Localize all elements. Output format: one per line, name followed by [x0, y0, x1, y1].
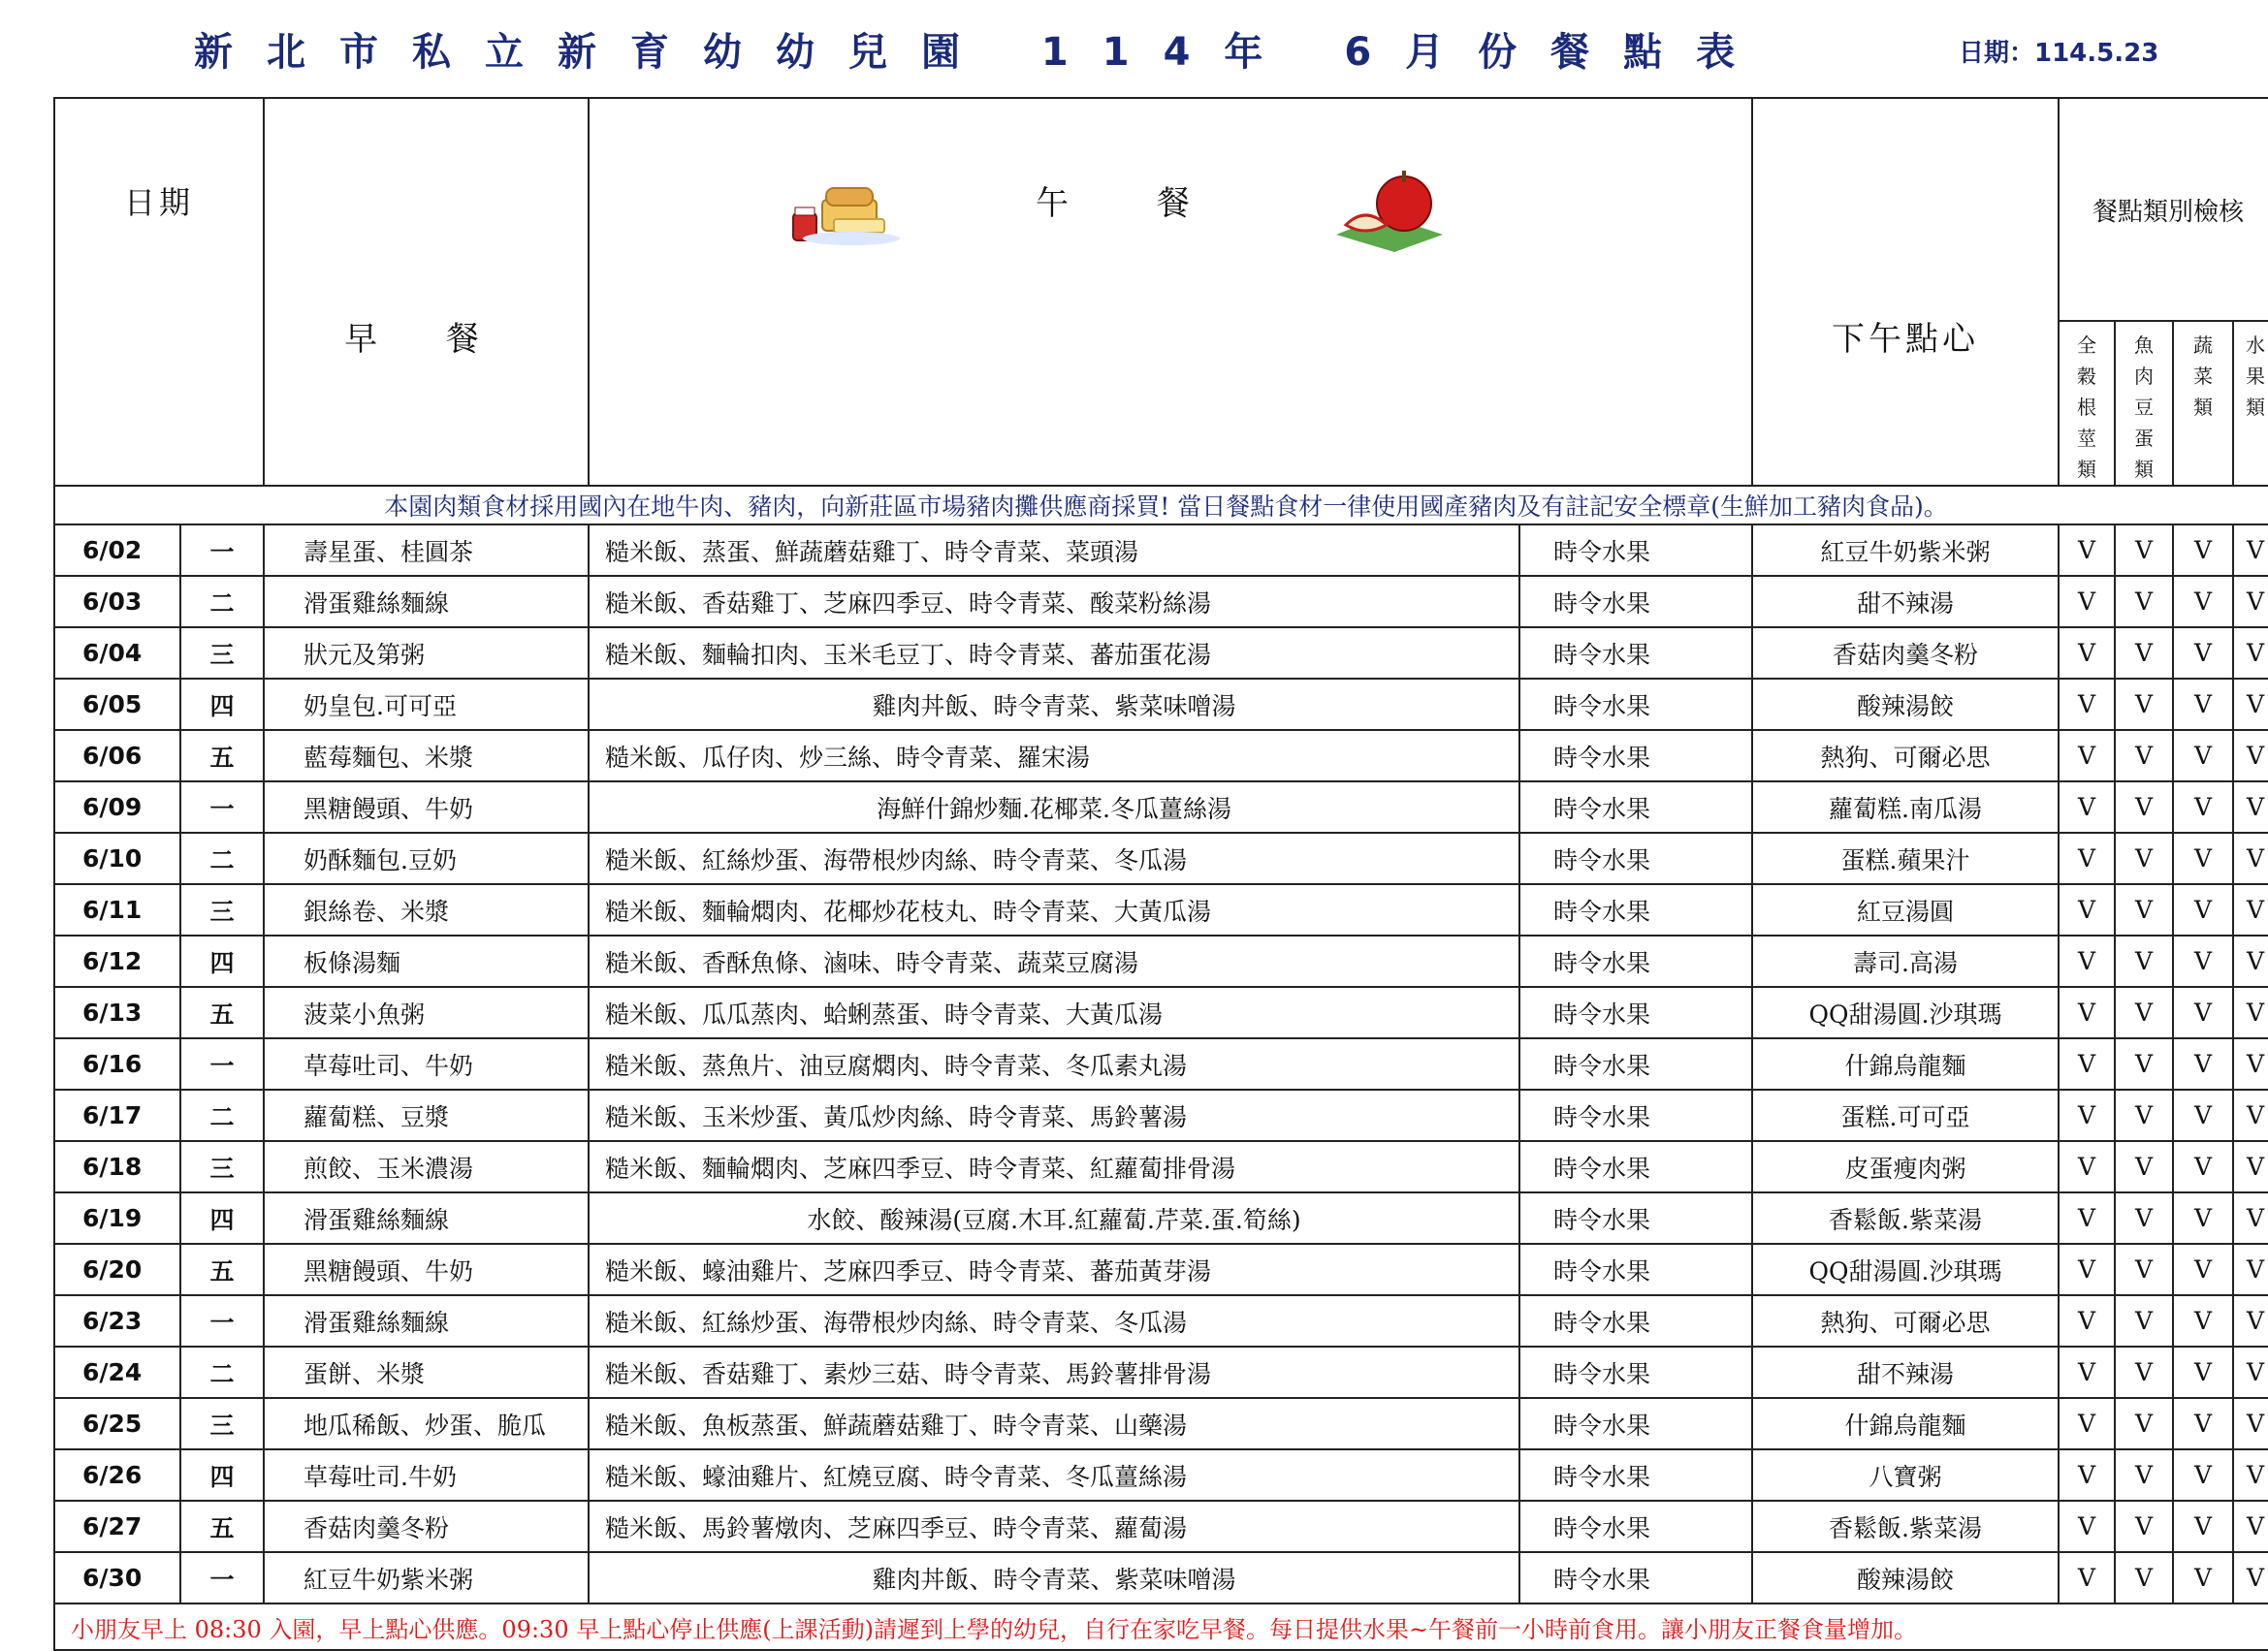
check-grain-mark: V — [2059, 936, 2115, 987]
check-veg-mark: V — [2173, 1192, 2233, 1244]
check-veg-mark: V — [2173, 730, 2233, 781]
check-fruit-mark: V — [2233, 884, 2268, 936]
weekday-cell: 一 — [180, 524, 264, 576]
table-row — [54, 1347, 2268, 1398]
check-grain-mark: V — [2059, 1244, 2115, 1295]
issue-date: 日期：114.5.23 — [1959, 39, 2159, 68]
snack-cell: 紅豆湯圓 — [1752, 884, 2059, 936]
check-grain-mark: V — [2059, 833, 2115, 884]
header-check: 餐點類別檢核 — [2059, 98, 2268, 321]
date-cell: 6/06 — [54, 730, 180, 781]
check-grain-mark: V — [2059, 627, 2115, 679]
date-cell: 6/10 — [54, 833, 180, 884]
check-veg-mark: V — [2173, 1295, 2233, 1347]
notice-row — [54, 486, 2268, 524]
check-fruit-mark: V — [2233, 1347, 2268, 1398]
table-row — [54, 1141, 2268, 1192]
weekday-cell: 四 — [180, 1192, 264, 1244]
weekday-cell: 三 — [180, 1398, 264, 1449]
check-grain-mark: V — [2059, 1398, 2115, 1449]
lunch-cell: 糙米飯、麵輪燜肉、花椰炒花枝丸、時令青菜、大黃瓜湯 — [589, 884, 1519, 936]
check-fruit-mark: V — [2233, 627, 2268, 679]
table-row — [54, 576, 2268, 627]
check-protein-mark: V — [2115, 730, 2173, 781]
breakfast-cell: 狀元及第粥 — [264, 627, 589, 679]
weekday-cell: 一 — [180, 781, 264, 833]
check-grain-mark: V — [2059, 1192, 2115, 1244]
lunch-cell: 糙米飯、馬鈴薯燉肉、芝麻四季豆、時令青菜、蘿蔔湯 — [589, 1501, 1519, 1552]
check-protein-mark: V — [2115, 1295, 2173, 1347]
check-fruit-mark: V — [2233, 730, 2268, 781]
check-grain-mark: V — [2059, 1347, 2115, 1398]
fruit-cell: 時令水果 — [1519, 730, 1752, 781]
check-veg-mark: V — [2173, 884, 2233, 936]
date-cell: 6/25 — [54, 1398, 180, 1449]
lunch-cell: 糙米飯、蠔油雞片、紅燒豆腐、時令青菜、冬瓜薑絲湯 — [589, 1449, 1519, 1501]
header-row — [54, 98, 2268, 321]
date-cell: 6/19 — [54, 1192, 180, 1244]
breakfast-cell: 煎餃、玉米濃湯 — [264, 1141, 589, 1192]
date-cell: 6/13 — [54, 987, 180, 1038]
table-row — [54, 1295, 2268, 1347]
breakfast-cell: 黑糖饅頭、牛奶 — [264, 781, 589, 833]
fruit-cell: 時令水果 — [1519, 679, 1752, 730]
date-cell: 6/09 — [54, 781, 180, 833]
check-veg-mark: V — [2173, 1090, 2233, 1141]
table-row — [54, 524, 2268, 576]
weekday-cell: 五 — [180, 1244, 264, 1295]
check-grain-mark: V — [2059, 1449, 2115, 1501]
check-fruit-mark: V — [2233, 987, 2268, 1038]
fruit-cell: 時令水果 — [1519, 576, 1752, 627]
check-veg-mark: V — [2173, 524, 2233, 576]
table-row — [54, 679, 2268, 730]
check-protein-mark: V — [2115, 524, 2173, 576]
date-cell: 6/30 — [54, 1552, 180, 1603]
check-fruit-mark: V — [2233, 781, 2268, 833]
header-snack: 下午點心 — [1752, 98, 2059, 486]
check-protein-mark: V — [2115, 1398, 2173, 1449]
lunch-cell: 糙米飯、紅絲炒蛋、海帶根炒肉絲、時令青菜、冬瓜湯 — [589, 833, 1519, 884]
breakfast-cell: 紅豆牛奶紫米粥 — [264, 1552, 589, 1603]
breakfast-cell: 壽星蛋、桂圓茶 — [264, 524, 589, 576]
date-cell: 6/18 — [54, 1141, 180, 1192]
weekday-cell: 二 — [180, 833, 264, 884]
check-protein-mark: V — [2115, 1552, 2173, 1603]
breakfast-cell: 滑蛋雞絲麵線 — [264, 576, 589, 627]
table-row — [54, 1038, 2268, 1090]
lunch-cell: 水餃、酸辣湯(豆腐.木耳.紅蘿蔔.芹菜.蛋.筍絲) — [589, 1192, 1519, 1244]
snack-cell: 皮蛋瘦肉粥 — [1752, 1141, 2059, 1192]
check-veg: 蔬 菜 類 — [2173, 321, 2233, 486]
check-protein-mark: V — [2115, 1090, 2173, 1141]
date-cell: 6/04 — [54, 627, 180, 679]
check-fruit-mark: V — [2233, 1501, 2268, 1552]
check-fruit-mark: V — [2233, 936, 2268, 987]
header-breakfast: 早 餐 — [264, 98, 589, 486]
date-cell: 6/17 — [54, 1090, 180, 1141]
check-fruit-mark: V — [2233, 524, 2268, 576]
check-protein-mark: V — [2115, 1141, 2173, 1192]
bread-jam-illustration — [783, 176, 910, 254]
fruit-cell: 時令水果 — [1519, 833, 1752, 884]
lunch-cell: 雞肉丼飯、時令青菜、紫菜味噌湯 — [589, 1552, 1519, 1603]
snack-cell: 香鬆飯.紫菜湯 — [1752, 1192, 2059, 1244]
check-protein-mark: V — [2115, 1038, 2173, 1090]
check-veg-mark: V — [2173, 987, 2233, 1038]
table-row — [54, 1501, 2268, 1552]
check-grain-mark: V — [2059, 1501, 2115, 1552]
fruit-cell: 時令水果 — [1519, 1398, 1752, 1449]
check-fruit-mark: V — [2233, 679, 2268, 730]
fruit-cell: 時令水果 — [1519, 1449, 1752, 1501]
fruit-cell: 時令水果 — [1519, 1090, 1752, 1141]
lunch-cell: 糙米飯、瓜瓜蒸肉、蛤蜊蒸蛋、時令青菜、大黃瓜湯 — [589, 987, 1519, 1038]
check-grain-mark: V — [2059, 781, 2115, 833]
weekday-cell: 一 — [180, 1038, 264, 1090]
snack-cell: QQ甜湯圓.沙琪瑪 — [1752, 1244, 2059, 1295]
date-cell: 6/12 — [54, 936, 180, 987]
fruit-cell: 時令水果 — [1519, 781, 1752, 833]
table-row — [54, 627, 2268, 679]
lunch-cell: 海鮮什錦炒麵.花椰菜.冬瓜薑絲湯 — [589, 781, 1519, 833]
check-grain-mark: V — [2059, 524, 2115, 576]
snack-cell: 什錦烏龍麵 — [1752, 1038, 2059, 1090]
fruit-cell: 時令水果 — [1519, 1295, 1752, 1347]
date-cell: 6/02 — [54, 524, 180, 576]
fruit-cell: 時令水果 — [1519, 1501, 1752, 1552]
breakfast-cell: 板條湯麵 — [264, 936, 589, 987]
date-cell: 6/24 — [54, 1347, 180, 1398]
breakfast-cell: 菠菜小魚粥 — [264, 987, 589, 1038]
check-protein-mark: V — [2115, 833, 2173, 884]
table-row — [54, 1552, 2268, 1603]
fruit-cell: 時令水果 — [1519, 1347, 1752, 1398]
table-row — [54, 833, 2268, 884]
fruit-cell: 時令水果 — [1519, 1141, 1752, 1192]
lunch-cell: 糙米飯、香酥魚條、滷味、時令青菜、蔬菜豆腐湯 — [589, 936, 1519, 987]
check-grain-mark: V — [2059, 884, 2115, 936]
weekday-cell: 二 — [180, 1090, 264, 1141]
snack-cell: 八寶粥 — [1752, 1449, 2059, 1501]
menu-table — [53, 97, 2268, 1651]
check-veg-mark: V — [2173, 781, 2233, 833]
table-row — [54, 1090, 2268, 1141]
date-cell: 6/27 — [54, 1501, 180, 1552]
snack-cell: 什錦烏龍麵 — [1752, 1398, 2059, 1449]
weekday-cell: 四 — [180, 1449, 264, 1501]
date-cell: 6/16 — [54, 1038, 180, 1090]
check-fruit-mark: V — [2233, 1141, 2268, 1192]
check-grain-mark: V — [2059, 1141, 2115, 1192]
lunch-label: 午 餐 — [1036, 184, 1229, 223]
weekday-cell: 一 — [180, 1552, 264, 1603]
check-veg-mark: V — [2173, 576, 2233, 627]
lunch-cell: 糙米飯、蠔油雞片、芝麻四季豆、時令青菜、蕃茄黃芽湯 — [589, 1244, 1519, 1295]
breakfast-cell: 地瓜稀飯、炒蛋、脆瓜 — [264, 1398, 589, 1449]
lunch-cell: 糙米飯、瓜仔肉、炒三絲、時令青菜、羅宋湯 — [589, 730, 1519, 781]
table-row — [54, 1244, 2268, 1295]
check-protein-mark: V — [2115, 884, 2173, 936]
check-veg-mark: V — [2173, 1552, 2233, 1603]
check-protein: 魚 肉 豆 蛋 類 — [2115, 321, 2173, 486]
check-veg-mark: V — [2173, 627, 2233, 679]
date-cell: 6/20 — [54, 1244, 180, 1295]
snack-cell: 熱狗、可爾必思 — [1752, 1295, 2059, 1347]
date-cell: 6/26 — [54, 1449, 180, 1501]
table-row — [54, 1449, 2268, 1501]
breakfast-cell: 香菇肉羹冬粉 — [264, 1501, 589, 1552]
breakfast-cell: 蛋餅、米漿 — [264, 1347, 589, 1398]
snack-cell: 甜不辣湯 — [1752, 1347, 2059, 1398]
lunch-cell: 糙米飯、蒸魚片、油豆腐燜肉、時令青菜、冬瓜素丸湯 — [589, 1038, 1519, 1090]
table-row — [54, 781, 2268, 833]
table-row — [54, 936, 2268, 987]
check-fruit-mark: V — [2233, 576, 2268, 627]
check-grain-mark: V — [2059, 730, 2115, 781]
breakfast-cell: 草莓吐司、牛奶 — [264, 1038, 589, 1090]
check-fruit-mark: V — [2233, 1398, 2268, 1449]
breakfast-cell: 草莓吐司.牛奶 — [264, 1449, 589, 1501]
table-row — [54, 1398, 2268, 1449]
snack-cell: 酸辣湯餃 — [1752, 1552, 2059, 1603]
check-veg-mark: V — [2173, 936, 2233, 987]
weekday-cell: 四 — [180, 936, 264, 987]
breakfast-cell: 奶皇包.可可亞 — [264, 679, 589, 730]
weekday-cell: 三 — [180, 627, 264, 679]
weekday-cell: 二 — [180, 576, 264, 627]
check-fruit-mark: V — [2233, 1244, 2268, 1295]
snack-cell: QQ甜湯圓.沙琪瑪 — [1752, 987, 2059, 1038]
check-grain-mark: V — [2059, 1038, 2115, 1090]
weekday-cell: 五 — [180, 730, 264, 781]
check-veg-mark: V — [2173, 679, 2233, 730]
check-fruit-mark: V — [2233, 1449, 2268, 1501]
snack-cell: 蛋糕.蘋果汁 — [1752, 833, 2059, 884]
check-grain-mark: V — [2059, 987, 2115, 1038]
table-row — [54, 884, 2268, 936]
snack-cell: 香鬆飯.紫菜湯 — [1752, 1501, 2059, 1552]
check-protein-mark: V — [2115, 576, 2173, 627]
fruit-cell: 時令水果 — [1519, 1038, 1752, 1090]
table-row — [54, 987, 2268, 1038]
snack-cell: 蘿蔔糕.南瓜湯 — [1752, 781, 2059, 833]
fruit-cell: 時令水果 — [1519, 987, 1752, 1038]
snack-cell: 熱狗、可爾必思 — [1752, 730, 2059, 781]
apple-illustration — [1326, 167, 1453, 254]
meat-source-notice: 本園肉類食材採用國內在地牛肉、豬肉，向新莊區市場豬肉攤供應商採買! 當日餐點食材一律使用國產豬肉及有註記安全標章(生鮮加工豬肉食品)。 — [54, 486, 2268, 524]
snack-cell: 甜不辣湯 — [1752, 576, 2059, 627]
lunch-cell: 糙米飯、紅絲炒蛋、海帶根炒肉絲、時令青菜、冬瓜湯 — [589, 1295, 1519, 1347]
weekday-cell: 一 — [180, 1295, 264, 1347]
breakfast-cell: 銀絲卷、米漿 — [264, 884, 589, 936]
check-protein-mark: V — [2115, 936, 2173, 987]
snack-cell: 紅豆牛奶紫米粥 — [1752, 524, 2059, 576]
check-protein-mark: V — [2115, 1192, 2173, 1244]
check-veg-mark: V — [2173, 1244, 2233, 1295]
check-protein-mark: V — [2115, 781, 2173, 833]
date-cell: 6/23 — [54, 1295, 180, 1347]
breakfast-cell: 蘿蔔糕、豆漿 — [264, 1090, 589, 1141]
check-fruit-mark: V — [2233, 1192, 2268, 1244]
fruit-cell: 時令水果 — [1519, 936, 1752, 987]
footer-row — [54, 1603, 2268, 1650]
breakfast-cell: 滑蛋雞絲麵線 — [264, 1192, 589, 1244]
lunch-cell: 糙米飯、麵輪燜肉、芝麻四季豆、時令青菜、紅蘿蔔排骨湯 — [589, 1141, 1519, 1192]
check-protein-mark: V — [2115, 1347, 2173, 1398]
breakfast-cell: 奶酥麵包.豆奶 — [264, 833, 589, 884]
header-date: 日期 — [54, 98, 264, 486]
check-fruit-mark: V — [2233, 1295, 2268, 1347]
lunch-cell: 糙米飯、蒸蛋、鮮蔬蘑菇雞丁、時令青菜、菜頭湯 — [589, 524, 1519, 576]
check-veg-mark: V — [2173, 1398, 2233, 1449]
fruit-cell: 時令水果 — [1519, 627, 1752, 679]
fruit-cell: 時令水果 — [1519, 1244, 1752, 1295]
snack-cell: 蛋糕.可可亞 — [1752, 1090, 2059, 1141]
header-lunch — [589, 98, 1752, 486]
snack-cell: 酸辣湯餃 — [1752, 679, 2059, 730]
date-cell: 6/03 — [54, 576, 180, 627]
check-veg-mark: V — [2173, 1038, 2233, 1090]
fruit-cell: 時令水果 — [1519, 884, 1752, 936]
check-protein-mark: V — [2115, 627, 2173, 679]
arrival-notice: 小朋友早上 08:30 入園，早上點心供應。09:30 早上點心停止供應(上課活動)請遲到上學的幼兒，自行在家吃早餐。每日提供水果~午餐前一小時前食用。讓小朋友正餐食量增加。 — [54, 1603, 2268, 1650]
breakfast-cell: 藍莓麵包、米漿 — [264, 730, 589, 781]
weekday-cell: 五 — [180, 987, 264, 1038]
lunch-cell: 糙米飯、麵輪扣肉、玉米毛豆丁、時令青菜、蕃茄蛋花湯 — [589, 627, 1519, 679]
weekday-cell: 三 — [180, 884, 264, 936]
lunch-cell: 雞肉丼飯、時令青菜、紫菜味噌湯 — [589, 679, 1519, 730]
weekday-cell: 四 — [180, 679, 264, 730]
snack-cell: 香菇肉羹冬粉 — [1752, 627, 2059, 679]
breakfast-cell: 黑糖饅頭、牛奶 — [264, 1244, 589, 1295]
breakfast-cell: 滑蛋雞絲麵線 — [264, 1295, 589, 1347]
table-row — [54, 730, 2268, 781]
fruit-cell: 時令水果 — [1519, 1552, 1752, 1603]
check-protein-mark: V — [2115, 987, 2173, 1038]
fruit-cell: 時令水果 — [1519, 1192, 1752, 1244]
check-grain-mark: V — [2059, 679, 2115, 730]
check-protein-mark: V — [2115, 1449, 2173, 1501]
check-protein-mark: V — [2115, 1244, 2173, 1295]
check-fruit-mark: V — [2233, 1038, 2268, 1090]
check-fruit-mark: V — [2233, 1090, 2268, 1141]
check-fruit-mark: V — [2233, 833, 2268, 884]
table-row — [54, 1192, 2268, 1244]
weekday-cell: 二 — [180, 1347, 264, 1398]
date-cell: 6/05 — [54, 679, 180, 730]
check-grain-mark: V — [2059, 1295, 2115, 1347]
fruit-cell: 時令水果 — [1519, 524, 1752, 576]
check-grain-mark: V — [2059, 576, 2115, 627]
check-protein-mark: V — [2115, 679, 2173, 730]
lunch-cell: 糙米飯、香菇雞丁、素炒三菇、時令青菜、馬鈴薯排骨湯 — [589, 1347, 1519, 1398]
check-veg-mark: V — [2173, 1449, 2233, 1501]
weekday-cell: 五 — [180, 1501, 264, 1552]
check-veg-mark: V — [2173, 1501, 2233, 1552]
check-grain: 全 穀 根 莖 類 — [2059, 321, 2115, 486]
lunch-cell: 糙米飯、魚板蒸蛋、鮮蔬蘑菇雞丁、時令青菜、山藥湯 — [589, 1398, 1519, 1449]
weekday-cell: 三 — [180, 1141, 264, 1192]
check-fruit: 水 果 類 — [2233, 321, 2268, 486]
lunch-cell: 糙米飯、香菇雞丁、芝麻四季豆、時令青菜、酸菜粉絲湯 — [589, 576, 1519, 627]
check-protein-mark: V — [2115, 1501, 2173, 1552]
date-cell: 6/11 — [54, 884, 180, 936]
check-veg-mark: V — [2173, 1347, 2233, 1398]
check-veg-mark: V — [2173, 833, 2233, 884]
check-veg-mark: V — [2173, 1141, 2233, 1192]
page-title: 新北市私立新育幼幼兒園 114年 6月份餐點表 — [194, 30, 1770, 75]
check-fruit-mark: V — [2233, 1552, 2268, 1603]
check-grain-mark: V — [2059, 1552, 2115, 1603]
check-grain-mark: V — [2059, 1090, 2115, 1141]
snack-cell: 壽司.高湯 — [1752, 936, 2059, 987]
lunch-cell: 糙米飯、玉米炒蛋、黃瓜炒肉絲、時令青菜、馬鈴薯湯 — [589, 1090, 1519, 1141]
